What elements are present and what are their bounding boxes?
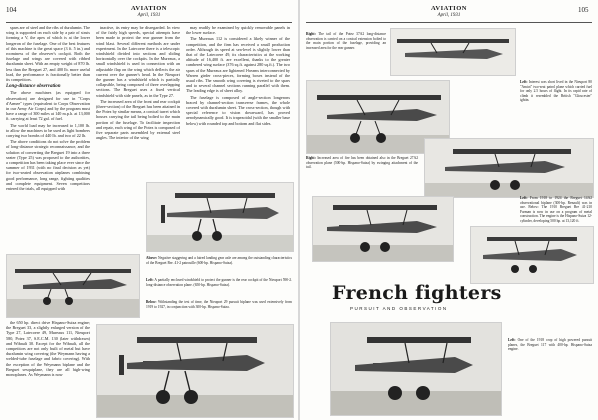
left-column-2 <box>96 25 180 173</box>
caption-right-1 <box>306 32 386 72</box>
caption-above <box>146 256 292 276</box>
right-header-title: AVIATION <box>431 5 467 12</box>
col1-paragraph-4: The above conditions do not solve the problem of long-distance strategic reconnaissance, and the solution of converting the Breguet 19 into a three seater (Type 25) was proposed to the authorities, a competition has been taking place ever since the summer of 1931 (with no final decision as yet) for two-seated observation airplanes combining good performance, long range, fighting qualities and complete equipment. Seven competitors entered the trials, all equipped with <box>6 139 90 192</box>
photo-breguet-27 <box>312 196 454 262</box>
right-page-number: 105 <box>578 6 589 14</box>
col1-paragraph-3: The world load may be increased to 1,100 lb. to allow the machines to be used as light bombers carrying two bombs of 440 lb. and two of 22 lb. <box>6 122 90 139</box>
photo-nieuport-29-biplane <box>96 324 294 418</box>
caption-right-5-text: One of the 1918 crop of high powered pursuit planes, the Breguet 117 with 400-hp. Hispano-Suiza engine. <box>508 338 592 352</box>
caption-right-1-text: The tail of the Potez 37A2 long-distance observation is carried on a conical extension bolted to the main portion of the fuselage, providing an increased area for the rear gunner. <box>306 32 386 50</box>
col1-subheading: Long-distance observation <box>6 84 61 90</box>
right-header-date: April, 1931 <box>437 13 461 18</box>
breguet-14a2-illustration <box>471 227 593 283</box>
caption-right-4-text: From 1918 to 1924 the Breguet 14A2 observational biplane (300-hp. Renault) was in use. Below: The 1910 Breguet Bre 41-210 Farman is now in use on a program of metal construction. The engine is the Hispano-Suiza 12-cylinder, developing 500 hp. at 13,120 ft. <box>520 196 592 223</box>
left-column-1-continued <box>6 320 90 416</box>
caption-right-5-label: Left: <box>508 338 516 342</box>
biplane-illustration <box>147 183 293 251</box>
photo-breguet-14a2 <box>470 226 594 284</box>
photo-breguet-biplane <box>146 182 294 252</box>
monoplane-illustration <box>7 255 139 317</box>
col2-paragraph-2: The increased area of the front and rear cockpit (three-section) of the Breguet has been attained in the Potez by similar means, a conical turret which houses carrying the tail being bolted to the main portion of the fuselage. To facilitate inspection and repair, each wing of the Potez is composed of five separate parts assembled by external steel angles. The interior of the wing <box>96 98 180 141</box>
caption-right-5 <box>508 338 592 378</box>
left-page <box>0 0 298 420</box>
photo-nieuport-80 <box>424 138 594 198</box>
caption-right-3-label: Right: <box>306 156 316 160</box>
right-header-rule <box>306 22 592 23</box>
caption-below <box>146 300 292 320</box>
caption-above-text: Negative staggering and a faired landing gear axle are among the outstanding characteristics of the Breguet Bre. 41-2 patrouille (600-hp. Hispano-Suiza). <box>146 256 292 265</box>
nieuport-80-illustration <box>425 139 593 197</box>
left-running-head <box>96 5 202 19</box>
caption-above-label: Above: <box>146 256 157 260</box>
section-subtitle: PURSUIT AND OBSERVATION <box>350 306 448 311</box>
caption-right-2-label: Left: <box>520 80 528 84</box>
caption-right-3 <box>306 156 418 192</box>
caption-below-text: Withstanding the test of time, the Nieuport 29 pursuit biplane was used extensively from 1919 to 1927, in conjunction with 300-hp. Hispano-Suiza. <box>146 300 292 309</box>
right-running-head <box>396 5 502 19</box>
col3-paragraph-2: The Mureaux 112 is considered a likely winner of the competition, and the firm has received a small production order. Although its speed at sea-level is slightly lower than that of the Latecoere 49, its characteristics at the working altitude of 16,400 ft. are excellent, thanks to the greater cambered wing surface (376 sq.ft. against 280 sq.ft.). The two spars of the Mureaux are lightened I-beams interconnected by Warren girder cross-pieces, forming boxes instead of the usual ribs. The smooth wing covering is riveted to the spars and to several channel sections running parallel with them. The leading edge is of sheet alloy. <box>186 36 290 94</box>
caption-right-2 <box>520 80 592 134</box>
left-header-rule <box>6 22 292 23</box>
col3-paragraph-1: may readily be examined by quickly removable panels in the lower surface. <box>186 25 290 36</box>
caption-right-3-text: Increased area of fire has been obtained also in the Breguet 27A2 observation plane (500-hp. Hispano-Suiza) by swinging attachment of the tail. <box>306 156 418 170</box>
left-page-number: 104 <box>6 6 17 14</box>
col2-paragraph-1: inactive, its entry may be disregarded. In view of the fairly high speeds, special attempts have been made to protect the rear gunner from the wind blast. Several different methods are under experiment. In the Latecoere there is a telescopic windshield divided into sections and sliding horizontally over the cockpits. In the Mureaux, a small windshield is used in connection with an adjustable flap on the wing which deflects the air current over the gunner's head. In the Nieuport the gunner has a windshield which is partially collapsible, being composed of three overlapping sections. The Breguet uses a fixed vertical windshield with side panels, as in the Type 27. <box>96 25 180 98</box>
breguet-117-illustration <box>331 323 501 415</box>
col1-paragraph-1: spars are of steel and the ribs of duralumin. The wing is supported on each side by a pair of struts forming a V, the apex of which is at the lower longeron of the fuselage. One of the best features of this machine is the great space (3 ft. 5 in.) and roominess of the observer's cockpit. Both the fuselage and wings are covered with ribbed duralumin sheet. With an empty weight of 870 lb. less than the Breguet 27, and 400 lb. more useful load, the performance is fractionally better than its competitors. <box>6 25 90 83</box>
photo-potez-37-top <box>390 28 516 76</box>
photo-nieuport-monoplane <box>6 254 140 318</box>
breguet-27-illustration <box>313 197 453 261</box>
col1-paragraph-5: the 650 hp. direct drive Hispano-Suiza engine; the Breguet 33, a slightly enlarged version of the Type 27, Latecoere 49, Mureaux 111, Nieuport 580, Potez 37, S.E.C.M. 130 (later withdrawn) and Wibault 30. Except for the Wibault, all the competitors are not only built of metal but have duralumin wing covering (the Weymann having a welded-tube fuselage and fabric covering). With the exception of the Weymann biplane and the Breguet sesquiplane, they are all high-wing monoplanes. As Weymann is now <box>6 320 90 378</box>
col1-paragraph-2: The above machines (as equipped for observation) are designed for use in "Corps d'Armee" types (equivalent to Corps Observation in our Army Air Corps) and by the program must have a range of 300 miles at 140 m.p.h. at 13,000 ft. carrying at least 72 gal. of fuel. <box>6 90 90 122</box>
nieuport-29-illustration <box>97 325 293 417</box>
caption-right-4 <box>520 196 592 224</box>
left-header-date: April, 1931 <box>137 13 161 18</box>
potez-top-illustration <box>391 29 515 75</box>
col3-paragraph-3: The fuselage is composed of angle-section longerons braced by channel-section transverse frames, the whole covered with duralumin sheet. The cross-section, though with special reference to vision downward, has proved aerodynamically good. It is trapezoidal (with the smaller base below) with rounded top and bottom and flat sides. <box>186 94 290 126</box>
left-header-title: AVIATION <box>131 5 167 12</box>
caption-left-label: Left: <box>146 278 154 282</box>
caption-right-2-text: Interest was short lived in the Nieuport 80 "Amiot" two-seat patrol plane which carried fuel for only 2.5 hours of flight. In its rapid rate of climb it resembled the British "Gloucester" ightin. <box>520 80 592 103</box>
caption-left <box>146 278 292 298</box>
photo-breguet-117 <box>330 322 502 416</box>
caption-right-1-label: Right: <box>306 32 316 36</box>
caption-left-text: A partially enclosed windshield to protect the gunner is the rear cockpit of the Nieuport 590-2. long-distance observation plane. (650-hp. Hispano-Suiza). <box>146 278 292 287</box>
left-column-3 <box>186 25 290 173</box>
section-title: French fighters <box>332 282 502 304</box>
caption-below-label: Below: <box>146 300 157 304</box>
caption-right-4-label: Left: <box>520 196 528 200</box>
